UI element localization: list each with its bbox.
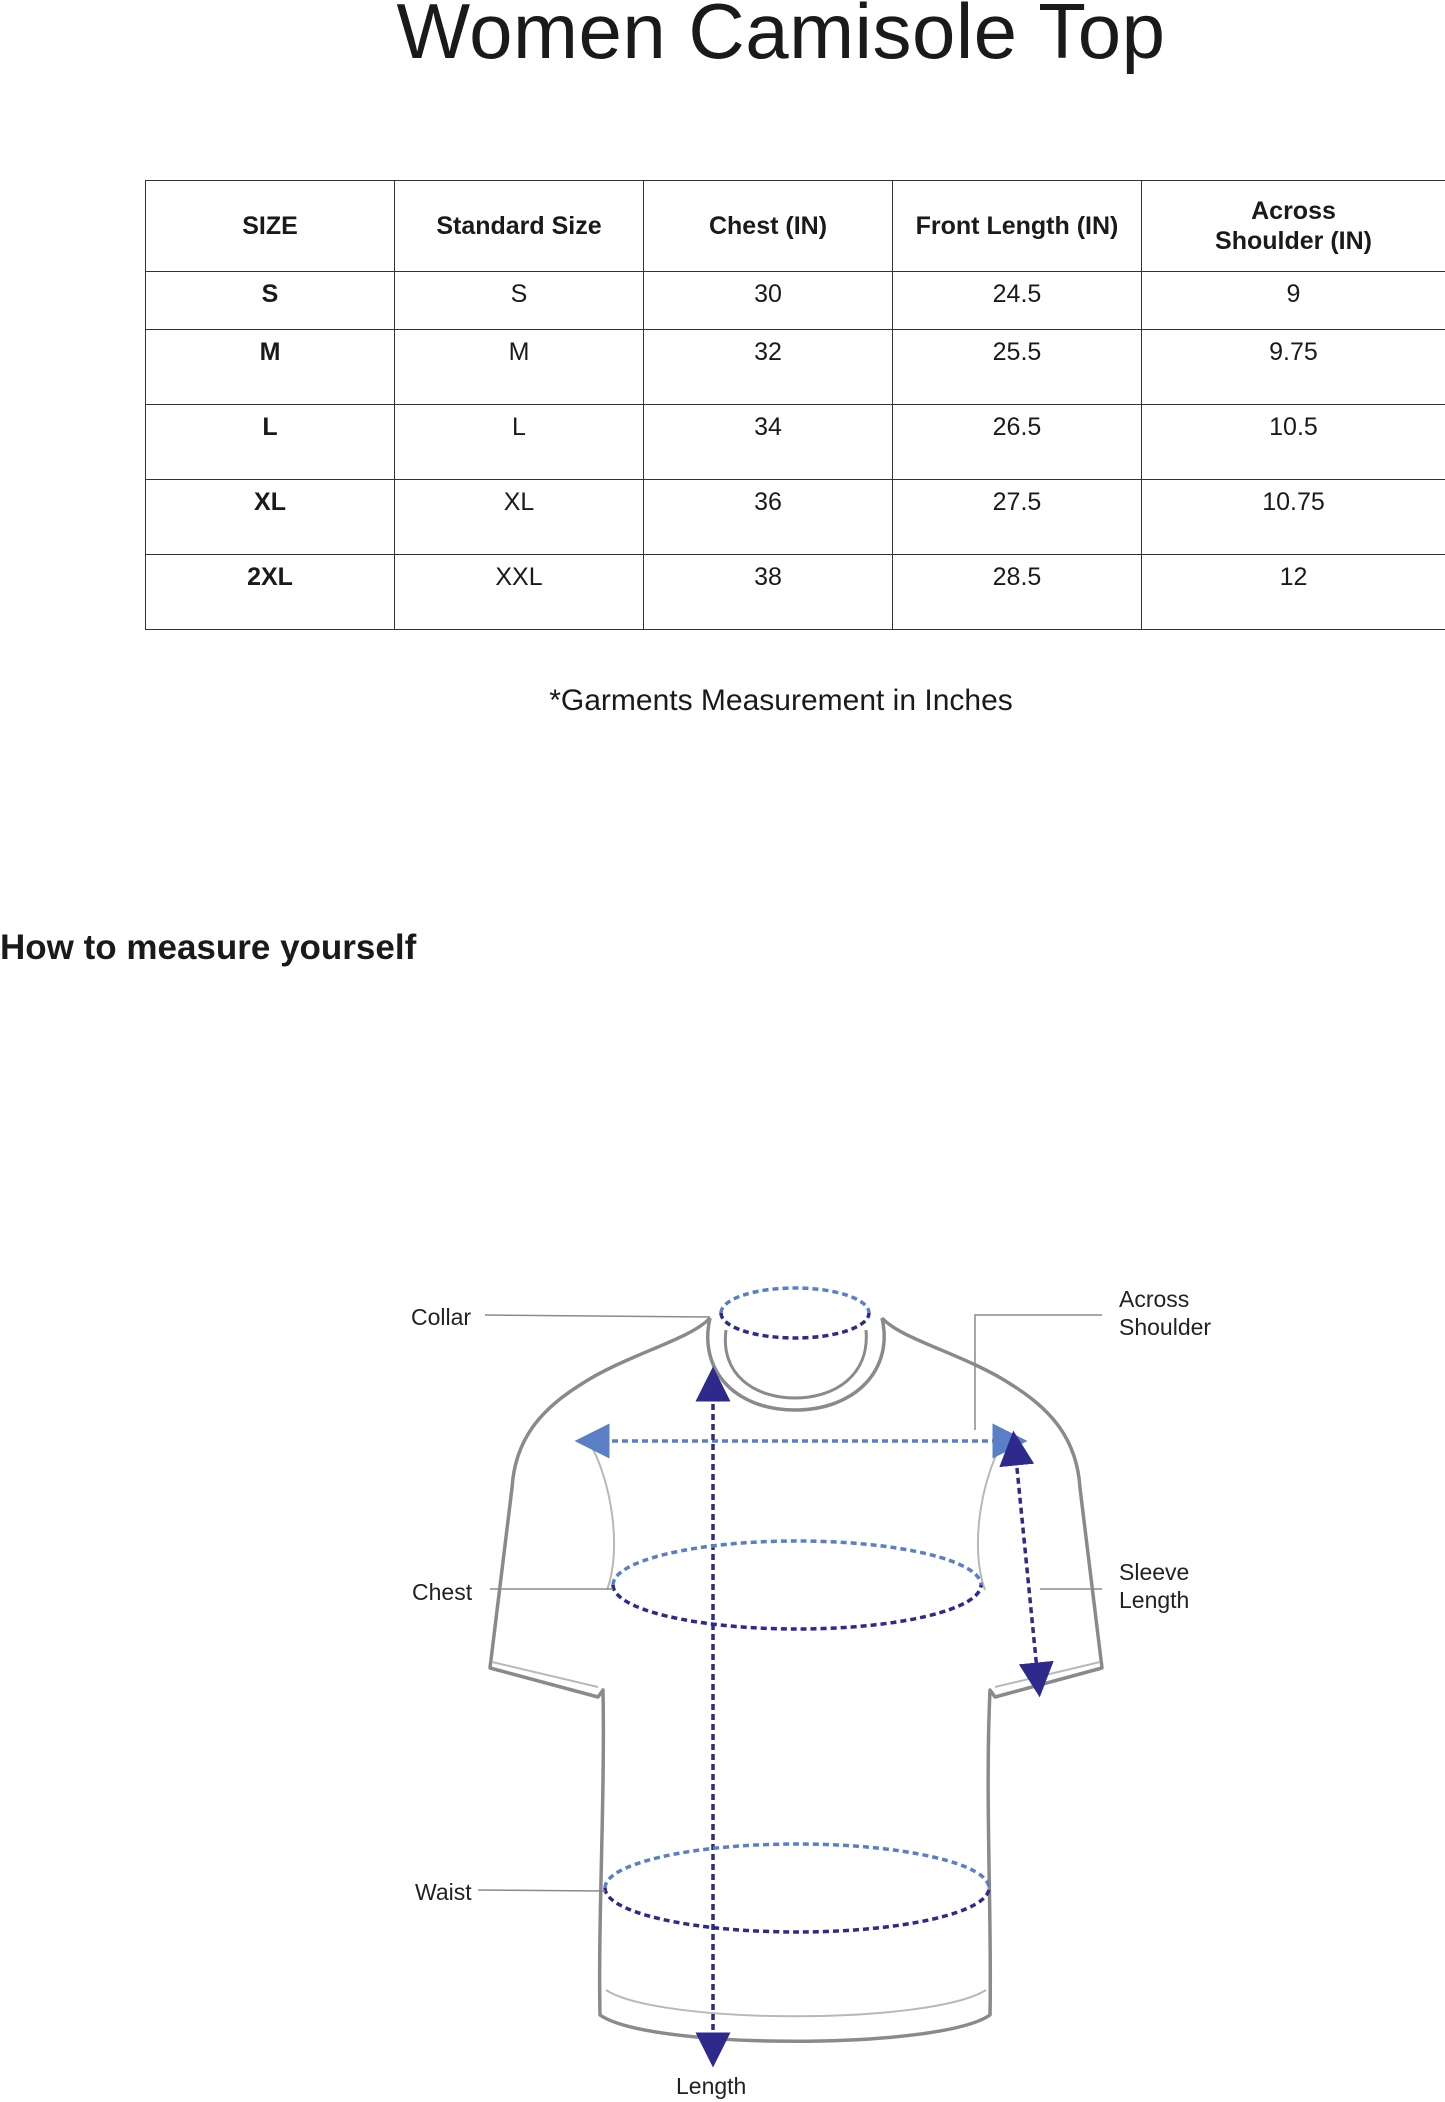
column-header: Chest (IN)	[644, 181, 893, 272]
waist-measure	[605, 1844, 989, 1932]
page-title: Women Camisole Top	[396, 0, 1166, 75]
across-shoulder-cell: 10.75	[1142, 480, 1445, 555]
across-shoulder-cell: 9.75	[1142, 330, 1445, 405]
sleeve-length-label-line2: Length	[1119, 1587, 1190, 1613]
right-armhole-seam	[978, 1440, 1004, 1590]
front-length-cell: 27.5	[893, 480, 1142, 555]
table-row	[146, 555, 1445, 630]
table-row	[146, 480, 1445, 555]
across-shoulder-cell: 12	[1142, 555, 1445, 630]
tshirt-measurement-diagram	[0, 1240, 1445, 2102]
size-cell: L	[146, 405, 395, 480]
size-cell: XL	[146, 480, 395, 555]
collar-inner	[725, 1330, 866, 1398]
front-length-cell: 26.5	[893, 405, 1142, 480]
chest-measure	[613, 1541, 981, 1629]
sleeve-length-label-line1: Sleeve	[1119, 1559, 1190, 1585]
across-shoulder-label-line1: Across	[1119, 1286, 1190, 1312]
chest-cell: 38	[644, 555, 893, 630]
section-heading: How to measure yourself	[0, 928, 417, 967]
collar-measure	[721, 1288, 869, 1338]
standard-size-cell: L	[395, 405, 644, 480]
size-chart-table	[145, 180, 1445, 630]
standard-size-cell: M	[395, 330, 644, 405]
size-cell: M	[146, 330, 395, 405]
length-label: Length	[676, 2073, 747, 2099]
measurement-note: *Garments Measurement in Inches	[549, 684, 1013, 717]
table-row	[146, 272, 1445, 330]
chest-cell: 34	[644, 405, 893, 480]
collar-leader	[485, 1315, 710, 1317]
column-header: Front Length (IN)	[893, 181, 1142, 272]
size-cell: 2XL	[146, 555, 395, 630]
standard-size-cell: S	[395, 272, 644, 330]
table-header-row	[146, 181, 1445, 272]
front-length-cell: 28.5	[893, 555, 1142, 630]
column-header: SIZE	[146, 181, 395, 272]
column-header: Standard Size	[395, 181, 644, 272]
chest-cell: 36	[644, 480, 893, 555]
across-shoulder-label-line2: Shoulder	[1119, 1314, 1212, 1340]
waist-label: Waist	[415, 1879, 472, 1905]
collar-outer	[708, 1318, 884, 1410]
across-shoulder-cell: 9	[1142, 272, 1445, 330]
table-row	[146, 405, 1445, 480]
front-length-cell: 25.5	[893, 330, 1142, 405]
standard-size-cell: XL	[395, 480, 644, 555]
bottom-hem	[606, 1990, 986, 2016]
chest-label: Chest	[412, 1579, 473, 1605]
column-header: Across Shoulder (IN)	[1142, 181, 1445, 272]
across-shoulder-cell: 10.5	[1142, 405, 1445, 480]
waist-leader	[478, 1890, 605, 1891]
front-length-cell: 24.5	[893, 272, 1142, 330]
sleeve-length-measure	[1015, 1448, 1038, 1680]
table-row	[146, 330, 1445, 405]
chest-cell: 32	[644, 330, 893, 405]
collar-label: Collar	[411, 1304, 472, 1330]
size-cell: S	[146, 272, 395, 330]
chest-cell: 30	[644, 272, 893, 330]
left-armhole-seam	[588, 1440, 614, 1590]
standard-size-cell: XXL	[395, 555, 644, 630]
